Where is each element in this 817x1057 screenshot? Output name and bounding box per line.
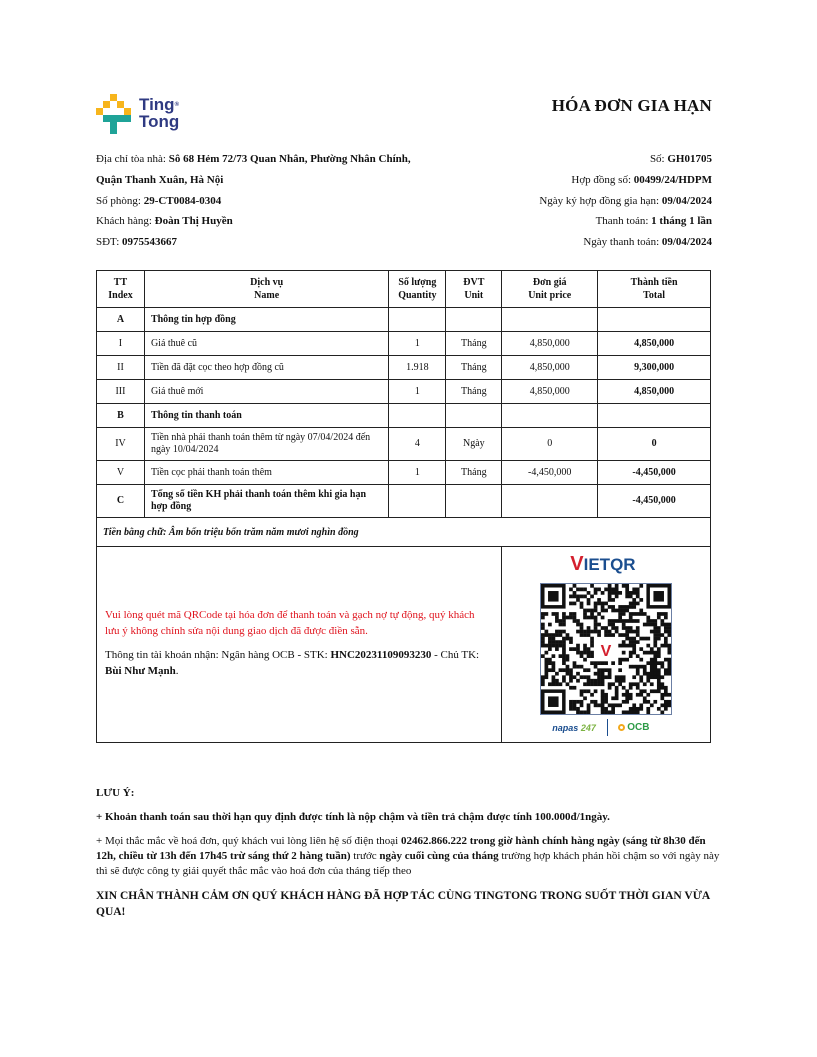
room-label: Số phòng: — [96, 194, 144, 207]
late-fee-note: + Khoản thanh toán sau thời hạn quy định được tính là nộp chậm và tiền trả chậm được tính 100.000đ/1ngày. — [96, 811, 610, 823]
qr-code-icon — [541, 584, 671, 714]
building-address — [96, 149, 426, 191]
row-unit-price — [502, 485, 598, 518]
header-en: Unit price — [528, 290, 572, 301]
row-index: A — [97, 308, 145, 332]
header-vi: Đơn giá — [532, 277, 567, 288]
logo-text-ting: Ting — [139, 95, 175, 114]
header-vi: Dịch vụ — [250, 277, 284, 288]
row-unit: Ngày — [446, 428, 502, 461]
header-quantity — [389, 271, 446, 308]
amount-in-words: Tiền bằng chữ: Âm bốn triệu bốn trăm năm mươi nghìn đồng — [97, 518, 711, 547]
payment-cycle — [412, 211, 712, 232]
bank-account-info — [105, 647, 490, 679]
account-holder: Bùi Như Mạnh — [105, 665, 176, 677]
row-unit-price: 4,850,000 — [502, 356, 598, 380]
header-name — [144, 271, 388, 308]
header-unit — [446, 271, 502, 308]
payment-date-value: 09/04/2024 — [661, 236, 712, 249]
row-index: B — [97, 404, 145, 428]
qr-payment-notice: Vui lòng quét mã QRCode tại hóa đơn để thanh toán và gạch nợ tự động, quý khách lưu ý không chỉnh sửa nội dung giao dịch đã được điền sẵn. — [105, 609, 475, 637]
header-unit-price — [502, 271, 598, 308]
qr-finder-pattern — [548, 591, 559, 602]
account-suffix: . — [175, 665, 179, 677]
row-total — [598, 308, 711, 332]
row-unit-price — [502, 404, 598, 428]
row-unit-price — [502, 308, 598, 332]
ocb-logo — [618, 722, 649, 733]
row-unit-price: 4,850,000 — [502, 332, 598, 356]
tingtong-logo — [96, 94, 192, 136]
row-unit: Tháng — [446, 332, 502, 356]
header-en: Quantity — [398, 290, 437, 301]
row-total: 4,850,000 — [598, 380, 711, 404]
table-row — [97, 356, 711, 380]
row-quantity — [389, 404, 446, 428]
table-row — [97, 428, 711, 461]
row-index: I — [97, 332, 145, 356]
header-vi: ĐVT — [463, 277, 485, 288]
contact-phone-hours: 02462.866.222 trong giờ hành chính hàng ngày (sáng từ 8h30 đến 12h, chiều từ 13h đến 17h45 trừ sáng thứ 2 hàng tuần) — [96, 835, 706, 862]
contact-note — [96, 834, 721, 879]
customer-value: Đoàn Thị Huyền — [154, 215, 233, 228]
row-quantity: 1.918 — [389, 356, 446, 380]
invoice-number — [412, 149, 712, 170]
napas-logo — [552, 723, 596, 733]
napas-text: napas — [552, 723, 579, 733]
room-number — [96, 191, 426, 212]
contract-value: 00499/24/HDPM — [633, 173, 712, 186]
row-name: Thông tin thanh toán — [144, 404, 388, 428]
header-total — [598, 271, 711, 308]
logo-wordmark — [139, 96, 179, 130]
qr-cell — [502, 547, 711, 743]
section-row-b — [97, 404, 711, 428]
row-name: Thông tin hợp đồng — [144, 308, 388, 332]
row-unit: Tháng — [446, 461, 502, 485]
registered-mark: ® — [174, 102, 179, 108]
grand-total-row — [97, 485, 711, 518]
row-unit-price: 4,850,000 — [502, 380, 598, 404]
table-row — [97, 380, 711, 404]
header-vi: TT — [113, 277, 128, 288]
row-index: V — [97, 461, 145, 485]
logo-divider — [607, 719, 608, 736]
row-name: Tiền nhà phải thanh toán thêm từ ngày 07/04/2024 đến ngày 10/04/2024 — [144, 428, 388, 461]
grand-total-value: -4,450,000 — [598, 485, 711, 518]
row-name: Giá thuê mới — [144, 380, 388, 404]
payment-row — [97, 547, 711, 743]
amount-in-words-row — [97, 518, 711, 547]
payment-cycle-value: 1 tháng 1 lần — [651, 215, 712, 228]
customer-phone — [96, 232, 426, 253]
tingtong-logo-mark-icon — [96, 94, 138, 136]
row-name: Giá thuê cũ — [144, 332, 388, 356]
thank-you-message: XIN CHÂN THÀNH CẢM ƠN QUÝ KHÁCH HÀNG ĐÃ HỢP TÁC CÙNG TINGTONG TRONG SUỐT THỜI GIAN VỪA QUA! — [96, 890, 710, 918]
sign-date-label: Ngày ký hợp đồng gia hạn: — [539, 194, 662, 207]
invoice-number-label: Số: — [649, 153, 668, 165]
row-quantity — [389, 308, 446, 332]
customer-label: Khách hàng: — [96, 215, 155, 228]
notes-section — [96, 786, 721, 929]
qr-finder-pattern — [654, 591, 665, 602]
row-index: II — [97, 356, 145, 380]
row-unit — [446, 404, 502, 428]
row-name: Tiền đã đặt cọc theo hợp đồng cũ — [144, 356, 388, 380]
row-total — [598, 404, 711, 428]
contact-text-1: + Mọi thắc mắc về hoá đơn, quý khách vui lòng liên hệ số điện thoại — [96, 835, 401, 847]
napas-247: 247 — [580, 723, 596, 733]
logo-text-tong: Tong — [139, 112, 180, 131]
payment-date — [412, 232, 712, 253]
customer-name — [96, 211, 426, 232]
row-index: C — [97, 485, 145, 518]
table-row — [97, 332, 711, 356]
address-label: Địa chỉ tòa nhà: — [96, 153, 169, 165]
account-number: HNC20231109093230 — [330, 649, 432, 661]
row-unit-price: 0 — [502, 428, 598, 461]
header-en: Unit — [464, 290, 484, 301]
contact-deadline: ngày cuối cùng của tháng — [379, 850, 499, 862]
contact-text-3: trường hợp khách phản hồi chậm so với ngày này thì sẽ được công ty giải quyết thắc mắc vào hoá đơn của tháng tiếp theo — [96, 850, 720, 877]
invoice-table — [96, 270, 711, 743]
section-row-a — [97, 308, 711, 332]
row-name: Tiền cọc phải thanh toán thêm — [144, 461, 388, 485]
row-total: 9,300,000 — [598, 356, 711, 380]
ocb-text: OCB — [627, 722, 650, 733]
row-total: 0 — [598, 428, 711, 461]
header-en: Name — [254, 290, 280, 301]
row-unit — [446, 308, 502, 332]
row-unit-price: -4,450,000 — [502, 461, 598, 485]
sign-date — [412, 191, 712, 212]
row-total: 4,850,000 — [598, 332, 711, 356]
contract-number — [412, 170, 712, 191]
row-index: IV — [97, 428, 145, 461]
table-row — [97, 461, 711, 485]
customer-info — [96, 149, 426, 253]
header-vi: Thành tiền — [630, 277, 678, 288]
header-index — [97, 271, 145, 308]
ocb-circle-icon — [618, 724, 625, 731]
row-index: III — [97, 380, 145, 404]
qr-finder-pattern — [548, 696, 559, 707]
address-value: Sô 68 Hẻm 72/73 Quan Nhân, Phường Nhân Chính, Quận Thanh Xuân, Hà Nội — [96, 153, 411, 186]
phone-value: 0975543667 — [122, 236, 178, 249]
payment-date-label: Ngày thanh toán: — [583, 236, 662, 249]
payment-info-cell — [97, 547, 502, 743]
account-prefix: Thông tin tài khoản nhận: Ngân hàng OCB - STK: — [105, 649, 331, 661]
header-vi: Số lượng — [398, 277, 437, 288]
account-holder-label: - Chủ TK: — [431, 649, 480, 661]
invoice-meta — [412, 149, 712, 253]
row-unit — [446, 485, 502, 518]
notes-heading: LƯU Ý: — [96, 787, 135, 799]
row-quantity: 1 — [389, 461, 446, 485]
vietqr-text: IETQR — [583, 555, 636, 574]
vietqr-logo — [570, 553, 635, 576]
payment-cycle-label: Thanh toán: — [595, 215, 652, 228]
row-total: -4,450,000 — [598, 461, 711, 485]
room-value: 29-CT0084-0304 — [143, 194, 222, 207]
invoice-number-value: GH01705 — [667, 153, 712, 165]
qr-center-v-icon: V — [600, 643, 612, 660]
row-unit: Tháng — [446, 380, 502, 404]
phone-label: SĐT: — [96, 236, 123, 249]
row-quantity — [389, 485, 446, 518]
row-quantity: 1 — [389, 380, 446, 404]
row-quantity: 1 — [389, 332, 446, 356]
payment-qr-code[interactable] — [540, 583, 672, 715]
row-unit: Tháng — [446, 356, 502, 380]
row-name: Tổng số tiền KH phải thanh toán thêm khi gia hạn hợp đồng — [144, 485, 388, 518]
header-en: Index — [108, 290, 133, 301]
vietqr-v: V — [570, 553, 584, 575]
sign-date-value: 09/04/2024 — [661, 194, 712, 207]
contract-label: Hợp đồng số: — [571, 173, 634, 186]
row-quantity: 4 — [389, 428, 446, 461]
header-en: Total — [643, 290, 666, 301]
invoice-title: HÓA ĐƠN GIA HẠN — [551, 96, 712, 115]
contact-text-2: trước — [350, 850, 380, 862]
table-header-row — [97, 271, 711, 308]
